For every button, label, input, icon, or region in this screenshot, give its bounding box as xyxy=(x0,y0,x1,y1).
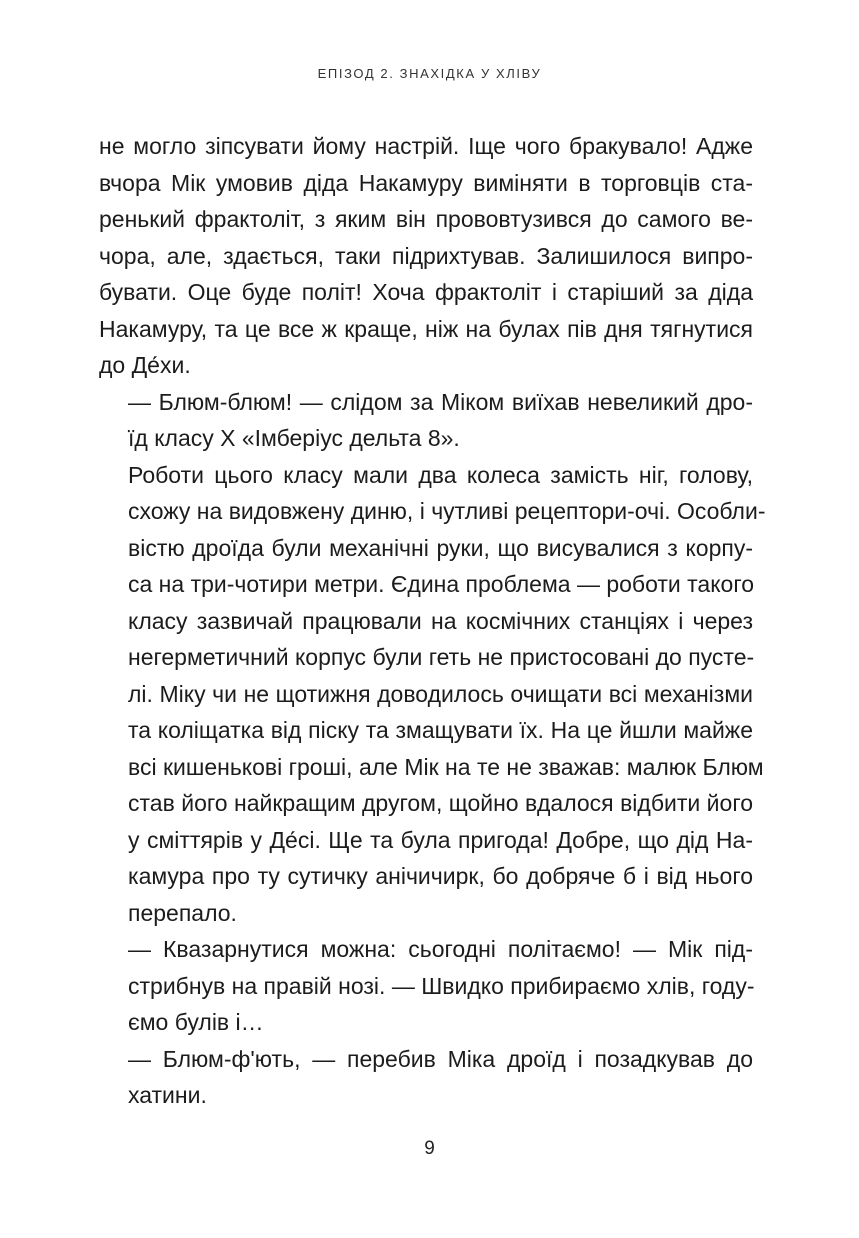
running-header: ЕПІЗОД 2. ЗНАХІДКА У ХЛІВУ xyxy=(317,66,542,81)
body-text xyxy=(99,128,766,1114)
text-line: ємо булів і… xyxy=(128,1009,264,1035)
text-line: — Блюм-блюм! — слідом за Міком виїхав невеликий дро- xyxy=(128,388,753,415)
text-line: Роботи цього класу мали два колеса замість ніг, голову, xyxy=(128,461,753,488)
text-line: схожу на видовжену диню, і чутливі рецептори-очі. Особли- xyxy=(128,498,766,524)
paragraph xyxy=(99,457,766,932)
text-line: бувати. Оце буде політ! Хоча фрактоліт і старіший за діда xyxy=(99,279,753,305)
text-line: — Квазарнутися можна: сьогодні політаємо! — Мік під- xyxy=(128,936,753,962)
text-line: та коліщатка від піску та змащувати їх. На це йшли майже xyxy=(128,717,753,743)
paragraph xyxy=(99,931,753,1041)
text-line: перепало. xyxy=(128,899,237,926)
text-line: у сміттярів у Де́сі. Ще та була пригода! Добре, що дід На- xyxy=(128,826,753,853)
text-line: стрибнув на правій нозі. — Швидко прибираємо хлів, году- xyxy=(128,972,755,999)
text-line: хатини. xyxy=(128,1082,207,1108)
text-line: всі кишенькові гроші, але Мік на те не зважав: малюк Блюм xyxy=(128,753,764,780)
paragraph xyxy=(99,384,753,457)
text-line: ренький фрактоліт, з яким він прововтузився до самого ве- xyxy=(99,206,753,232)
text-line: не могло зіпсувати йому настрій. Іще чого бракувало! Адже xyxy=(99,133,753,159)
text-line: негерметичний корпус були геть не пристосовані до пусте- xyxy=(128,644,755,670)
text-line: чора, але, здається, таки підрихтував. Залишилося випро- xyxy=(99,242,753,269)
text-line: камура про ту сутичку анічичирк, бо добряче б і від нього xyxy=(128,863,753,889)
text-line: са на три-чотири метри. Єдина проблема — роботи такого xyxy=(128,571,754,597)
text-line: лі. Міку чи не щотижня доводилось очищати всі механізми xyxy=(128,680,753,707)
text-line: їд класу Х «Імберіус дельта 8». xyxy=(128,425,460,451)
text-line: Накамуру, та це все ж краще, ніж на булах пів дня тягнутися xyxy=(99,315,753,342)
text-line: до Де́хи. xyxy=(99,352,191,378)
text-line: став його найкращим другом, щойно вдалося відбити його xyxy=(128,790,753,816)
text-line: вістю дроїда були механічні руки, що висувалися з корпу- xyxy=(128,534,753,561)
text-line: — Блюм-ф'ють, — перебив Міка дроїд і позадкував до xyxy=(128,1045,753,1072)
page-number: 9 xyxy=(424,1138,435,1159)
text-line: вчора Мік умовив діда Накамуру виміняти в торговців ста- xyxy=(99,169,753,196)
text-line: класу зазвичай працювали на космічних станціях і через xyxy=(128,607,753,634)
paragraph xyxy=(99,128,753,384)
paragraph xyxy=(99,1041,753,1114)
